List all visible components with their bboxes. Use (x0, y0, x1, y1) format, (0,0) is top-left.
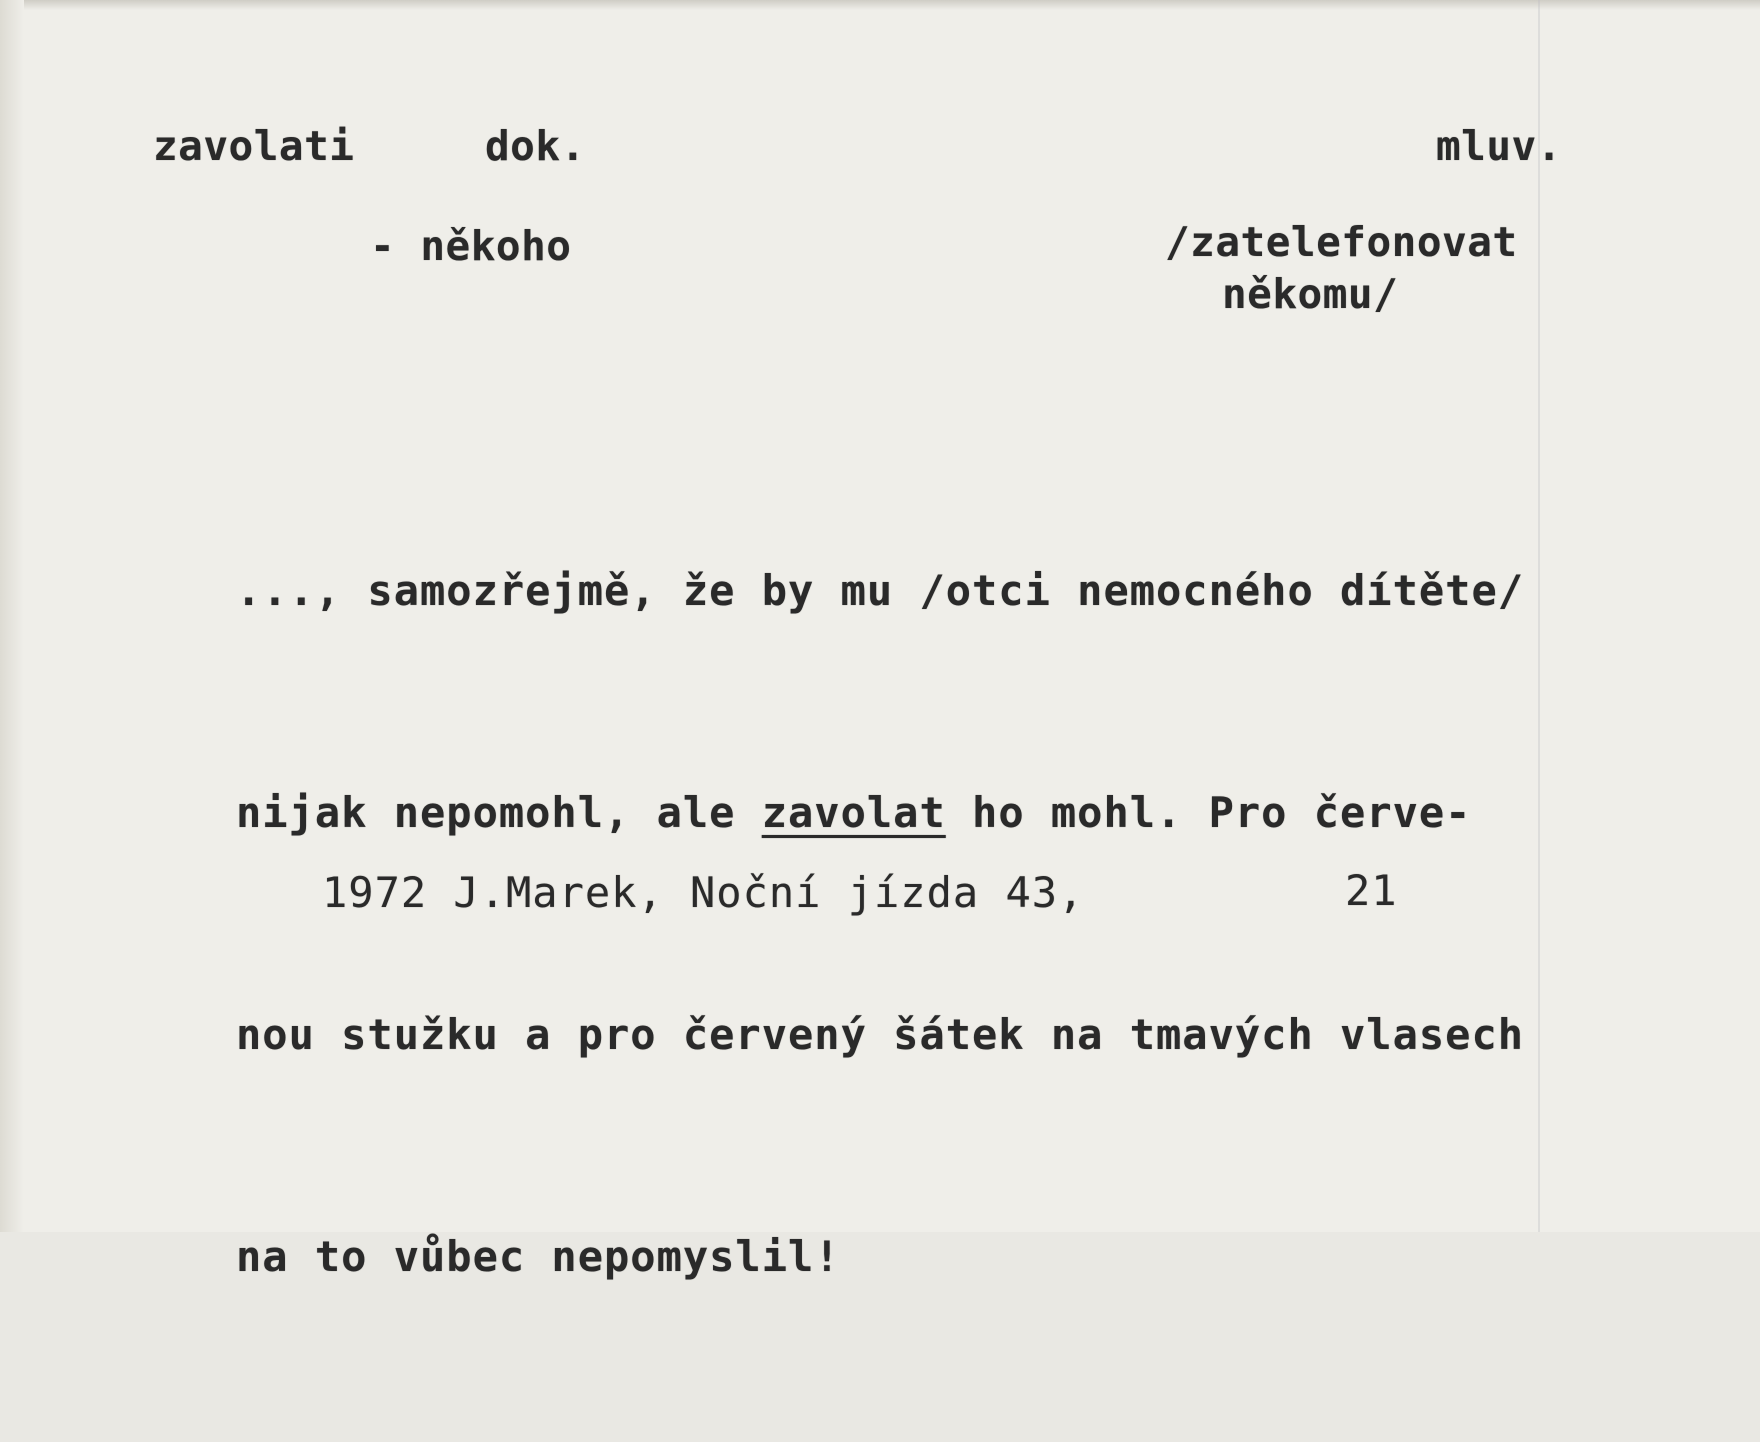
quotation (236, 406, 1524, 1442)
gloss-line-2: někomu/ (1222, 270, 1399, 318)
card-edge-line (1538, 0, 1540, 1232)
slip-number: 21 (1345, 866, 1398, 915)
gloss-line-1: /zatelefonovat (1165, 218, 1518, 266)
quote-line: ..., samozřejmě, že by mu /otci nemocného dítěte/ (236, 566, 1525, 615)
source-citation: 1972 J.Marek, Noční jízda 43, (322, 868, 1085, 917)
quote-line (236, 776, 1524, 850)
valency-note: - někoho (370, 222, 572, 270)
quote-line: na to vůbec nepomyslil! (236, 1232, 841, 1281)
aspect-label: dok. (485, 122, 586, 170)
register-label: mluv. (1436, 122, 1562, 170)
quote-line: nou stužku a pro červený šátek na tmavých vlasech (236, 1010, 1525, 1059)
quote-text: ho mohl. Pro červe- (945, 788, 1472, 837)
quote-text: nijak nepomohl, ale (236, 788, 762, 837)
headword: zavolati (153, 122, 355, 170)
highlighted-word: zavolat (761, 788, 946, 837)
